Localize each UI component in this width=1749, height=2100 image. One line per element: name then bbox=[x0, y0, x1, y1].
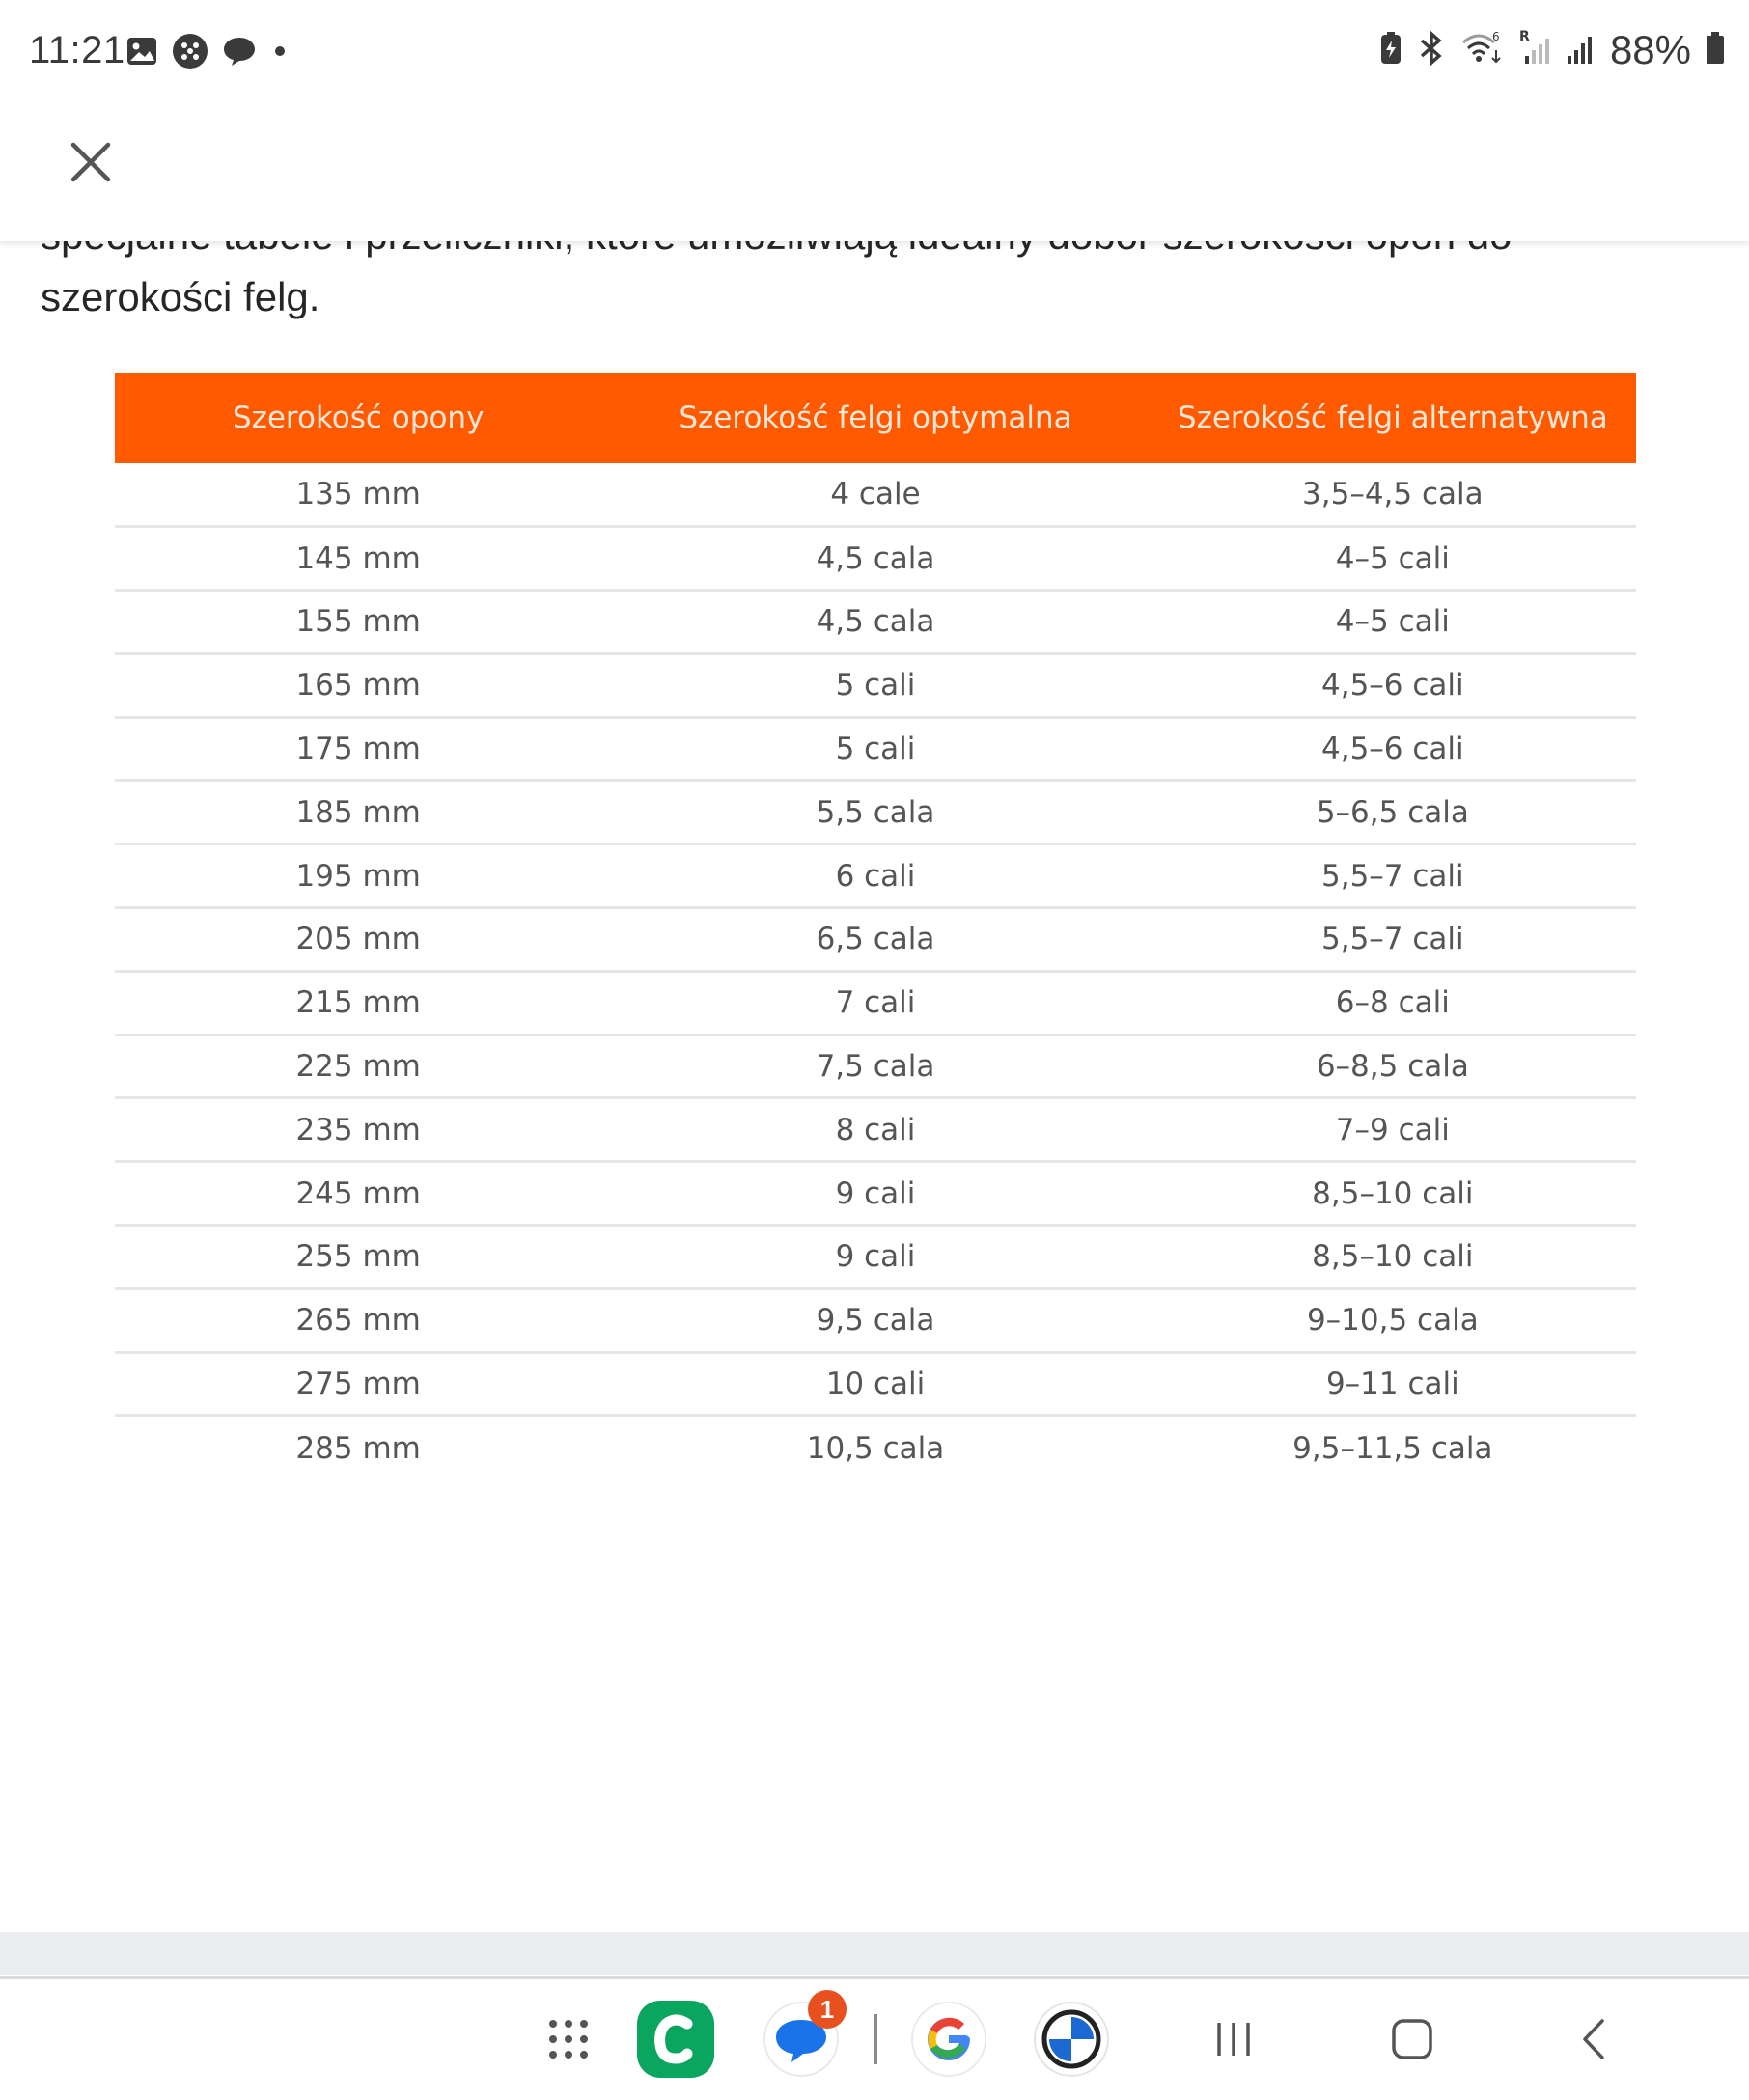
tire-width-cell: 225 mm bbox=[115, 1035, 601, 1098]
table-row bbox=[115, 971, 1636, 1035]
table-row bbox=[115, 653, 1636, 717]
rim-optimal-cell: 4,5 cala bbox=[601, 527, 1149, 591]
close-icon bbox=[64, 177, 118, 193]
battery-icon bbox=[1705, 31, 1726, 70]
article-content bbox=[0, 241, 1749, 1930]
rim-optimal-cell: 10 cali bbox=[601, 1352, 1149, 1416]
rim-optimal-cell: 6,5 cala bbox=[601, 908, 1149, 972]
roaming-signal-icon bbox=[1519, 29, 1552, 72]
table-row bbox=[115, 463, 1636, 527]
table-row bbox=[115, 908, 1636, 972]
recents-icon bbox=[1209, 2015, 1258, 2068]
tire-width-cell: 255 mm bbox=[115, 1226, 601, 1289]
green-app-button[interactable] bbox=[634, 2000, 717, 2083]
rim-optimal-cell: 5 cali bbox=[601, 653, 1149, 717]
status-bar bbox=[0, 0, 1749, 106]
system-icons bbox=[1378, 27, 1726, 73]
google-icon bbox=[910, 2001, 987, 2083]
table-header-row bbox=[115, 373, 1636, 463]
tire-width-cell: 215 mm bbox=[115, 971, 601, 1035]
tire-width-cell: 275 mm bbox=[115, 1352, 601, 1416]
table-row bbox=[115, 1035, 1636, 1098]
header-tire-width: Szerokość opony bbox=[115, 373, 601, 463]
rim-alternative-cell: 7–9 cali bbox=[1150, 1098, 1636, 1162]
nav-divider bbox=[874, 2014, 877, 2064]
table-row bbox=[115, 1098, 1636, 1162]
rim-alternative-cell: 4–5 cali bbox=[1150, 527, 1636, 591]
rim-alternative-cell: 9,5–11,5 cala bbox=[1292, 1430, 1493, 1466]
tire-width-cell: 245 mm bbox=[115, 1162, 601, 1226]
tire-width-cell: 175 mm bbox=[115, 717, 601, 781]
green-c-app-icon bbox=[635, 1999, 716, 2085]
divider bbox=[0, 1976, 1749, 1979]
header-rim-alternative: Szerokość felgi alternatywna bbox=[1150, 373, 1636, 463]
table-row bbox=[115, 1416, 1636, 1479]
rim-alternative-cell: 4–5 cali bbox=[1150, 591, 1636, 654]
rim-optimal-cell: 4 cale bbox=[601, 463, 1149, 527]
rim-optimal-cell: 9 cali bbox=[601, 1226, 1149, 1289]
battery-saver-icon bbox=[1378, 31, 1403, 70]
header-rim-optimal: Szerokość felgi optymalna bbox=[601, 373, 1149, 463]
tire-width-cell: 155 mm bbox=[115, 591, 601, 654]
rim-alternative-cell: 8,5–10 cali bbox=[1150, 1226, 1636, 1289]
rim-optimal-cell: 10,5 cala bbox=[806, 1430, 945, 1466]
app-icon bbox=[172, 33, 208, 74]
table-row bbox=[115, 1226, 1636, 1289]
tire-width-cell: 205 mm bbox=[115, 908, 601, 972]
tire-width-cell: 235 mm bbox=[115, 1098, 601, 1162]
recents-button[interactable] bbox=[1192, 2000, 1275, 2083]
rim-optimal-cell: 7,5 cala bbox=[601, 1035, 1149, 1098]
home-button[interactable] bbox=[1371, 2000, 1454, 2083]
rim-alternative-cell: 8,5–10 cali bbox=[1150, 1162, 1636, 1226]
bottom-gray-band bbox=[0, 1932, 1749, 1975]
table-row bbox=[115, 781, 1636, 844]
gallery-icon bbox=[125, 35, 158, 72]
table-row bbox=[115, 844, 1636, 908]
messages-badge: 1 bbox=[808, 1990, 847, 2029]
rim-alternative-cell: 6–8,5 cala bbox=[1150, 1035, 1636, 1098]
rim-optimal-cell: 4,5 cala bbox=[601, 591, 1149, 654]
tire-width-cell: 185 mm bbox=[115, 781, 601, 844]
rim-optimal-cell: 8 cali bbox=[601, 1098, 1149, 1162]
rim-alternative-cell: 5,5–7 cali bbox=[1150, 908, 1636, 972]
paragraph-line-end: szerokości felg. bbox=[41, 274, 320, 319]
wifi-icon bbox=[1459, 29, 1506, 72]
table-row bbox=[115, 1288, 1636, 1352]
back-button[interactable] bbox=[1554, 2000, 1637, 2083]
rim-alternative-cell: 9–11 cali bbox=[1150, 1352, 1636, 1416]
tire-width-cell: 265 mm bbox=[115, 1288, 601, 1352]
messages-button[interactable] bbox=[760, 1994, 843, 2083]
rim-alternative-cell: 6–8 cali bbox=[1150, 971, 1636, 1035]
rim-optimal-cell: 5 cali bbox=[601, 717, 1149, 781]
chat-icon bbox=[222, 35, 257, 72]
tire-rim-table bbox=[115, 373, 1636, 1479]
rim-alternative-cell: 5,5–7 cali bbox=[1150, 844, 1636, 908]
battery-percent: 88% bbox=[1609, 27, 1691, 72]
tire-width-cell: 165 mm bbox=[115, 653, 601, 717]
bmw-button[interactable] bbox=[1030, 2000, 1113, 2083]
table-row bbox=[115, 717, 1636, 781]
back-icon bbox=[1571, 2015, 1620, 2068]
rim-optimal-cell: 5,5 cala bbox=[601, 781, 1149, 844]
notification-icons bbox=[125, 33, 290, 74]
table bbox=[115, 373, 1636, 1479]
rim-alternative-cell: 5–6,5 cala bbox=[1150, 781, 1636, 844]
top-app-bar bbox=[0, 106, 1749, 241]
tire-width-cell: 135 mm bbox=[115, 463, 601, 527]
rim-optimal-cell: 9 cali bbox=[601, 1162, 1149, 1226]
table-row bbox=[115, 527, 1636, 591]
bluetooth-icon bbox=[1417, 31, 1446, 70]
tire-width-cell: 145 mm bbox=[115, 527, 601, 591]
rim-alternative-cell: 4,5–6 cali bbox=[1150, 717, 1636, 781]
tire-width-cell: 195 mm bbox=[115, 844, 601, 908]
rim-alternative-cell: 9–10,5 cala bbox=[1150, 1288, 1636, 1352]
apps-button[interactable] bbox=[527, 2000, 610, 2083]
dot-icon bbox=[270, 41, 290, 66]
bmw-icon bbox=[1033, 2001, 1110, 2083]
svg-text:6: 6 bbox=[1491, 29, 1500, 43]
tire-width-cell: 285 mm bbox=[295, 1430, 421, 1466]
table-row bbox=[115, 1162, 1636, 1226]
google-button[interactable] bbox=[907, 2000, 990, 2083]
rim-alternative-cell: 4,5–6 cali bbox=[1150, 653, 1636, 717]
home-icon bbox=[1388, 2015, 1436, 2068]
rim-alternative-cell: 3,5–4,5 cala bbox=[1150, 463, 1636, 527]
rim-optimal-cell: 6 cali bbox=[601, 844, 1149, 908]
rim-optimal-cell: 9,5 cala bbox=[601, 1288, 1149, 1352]
apps-grid-icon bbox=[545, 2016, 592, 2067]
table-row bbox=[115, 1352, 1636, 1416]
signal-icon bbox=[1566, 31, 1596, 70]
svg-text:R: R bbox=[1518, 28, 1530, 44]
rim-optimal-cell: 7 cali bbox=[601, 971, 1149, 1035]
close-button[interactable] bbox=[64, 135, 118, 189]
status-time: 11:21 bbox=[29, 29, 125, 71]
table-row bbox=[115, 591, 1636, 654]
